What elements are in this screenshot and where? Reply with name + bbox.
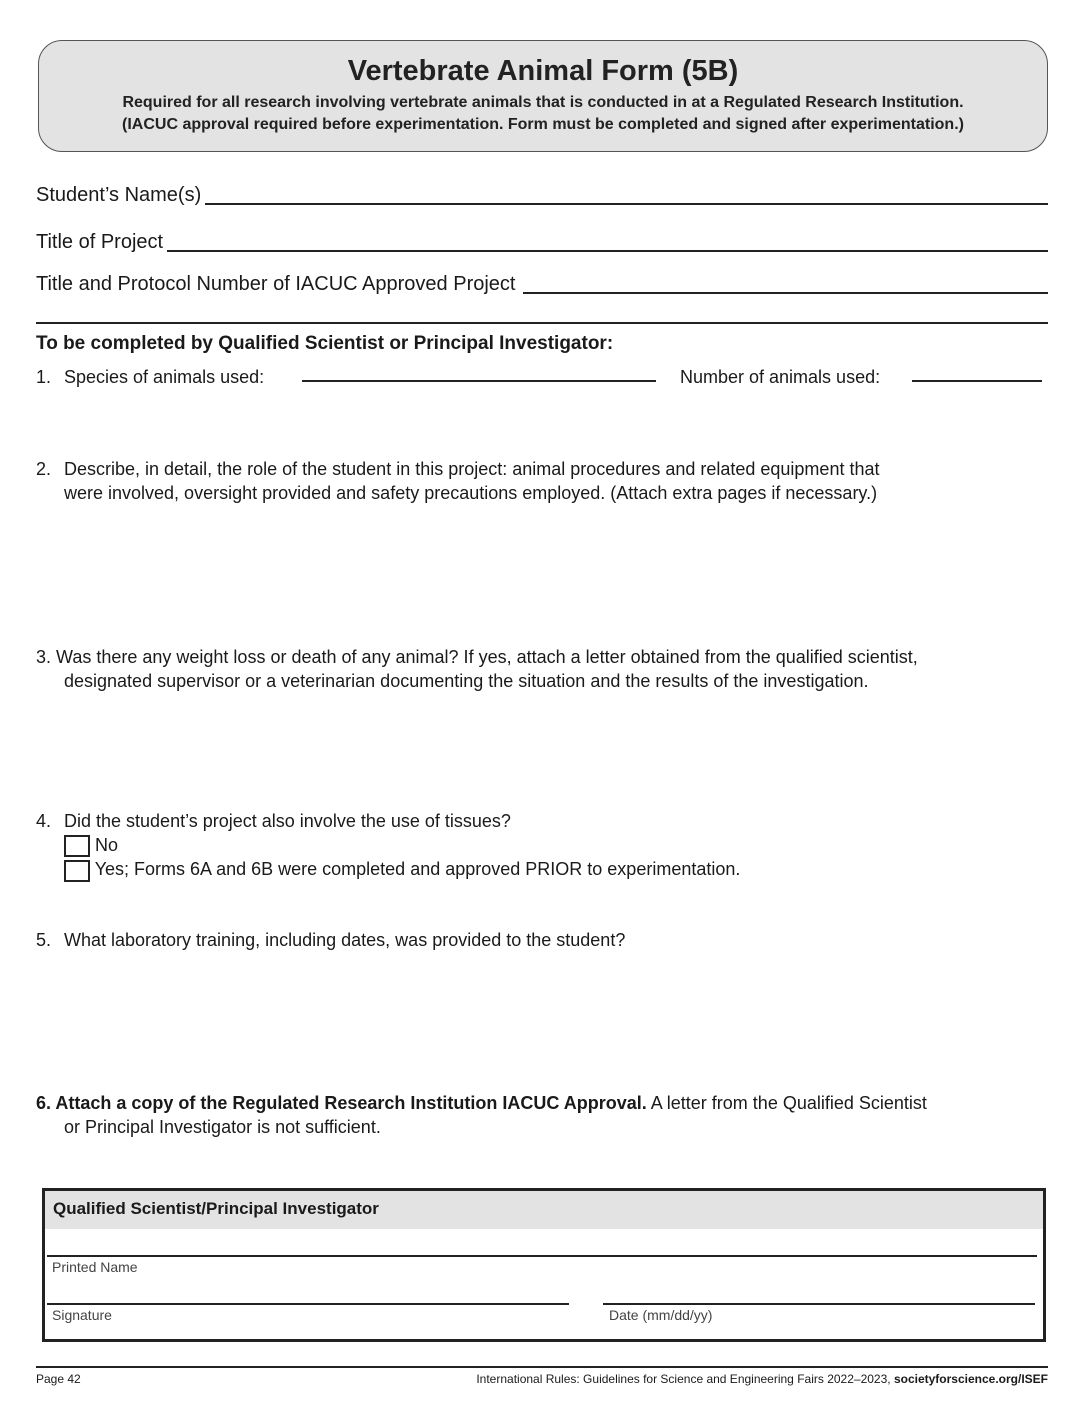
- option-no-row: [36, 833, 740, 857]
- question-2-line-2: were involved, oversight provided and safety precautions employed. (Attach extra pages if necessary.): [64, 483, 878, 503]
- form-subtitle-2: (IACUC approval required before experimentation. Form must be completed and signed after experimentation.): [122, 116, 964, 133]
- signature-field[interactable]: [47, 1303, 569, 1305]
- option-yes-label: Yes; Forms 6A and 6B were completed and approved PRIOR to experimentation.: [94, 859, 741, 880]
- animal-count-field[interactable]: [912, 380, 1042, 382]
- yes-checkbox[interactable]: [64, 860, 90, 882]
- signature-box: [42, 1188, 1046, 1342]
- form-subtitle-1: Required for all research involving vertebrate animals that is conducted in at a Regulated Research Institution.: [122, 94, 964, 111]
- form-header: [38, 40, 1048, 152]
- question-4: [36, 809, 740, 882]
- protocol-row: [36, 273, 1048, 296]
- species-label: Species of animals used:: [64, 367, 265, 387]
- question-2-number: 2.: [36, 459, 52, 479]
- question-1-species: [36, 365, 264, 389]
- question-5: [36, 928, 625, 952]
- question-6-line-2: or Principal Investigator is not sufficient.: [64, 1117, 381, 1137]
- date-label: Date (mm/dd/yy): [609, 1307, 713, 1323]
- question-5-text: What laboratory training, including dates, was provided to the student?: [64, 930, 626, 950]
- no-checkbox[interactable]: [64, 835, 90, 857]
- animal-count-label: Number of animals used:: [680, 367, 881, 387]
- question-2: [36, 457, 879, 505]
- question-3-line-1: 3. Was there any weight loss or death of any animal? If yes, attach a letter obtained from the qualified scientist,: [36, 647, 918, 667]
- page-number: Page 42: [36, 1372, 81, 1386]
- question-4-text: Did the student’s project also involve the use of tissues?: [64, 811, 511, 831]
- question-4-number: 4.: [36, 811, 52, 831]
- question-3: [36, 645, 918, 693]
- option-no-label: No: [95, 835, 119, 855]
- protocol-field[interactable]: [523, 291, 1048, 294]
- signature-heading: Qualified Scientist/Principal Investigator: [45, 1191, 1043, 1229]
- species-field[interactable]: [302, 380, 656, 382]
- section-heading: To be completed by Qualified Scientist or Principal Investigator:: [36, 333, 614, 354]
- question-6-bold: 6. Attach a copy of the Regulated Research Institution IACUC Approval.: [36, 1093, 647, 1113]
- option-yes-row: [36, 857, 740, 881]
- signature-label: Signature: [52, 1307, 112, 1323]
- footer-guide: International Rules: Guidelines for Science and Engineering Fairs 2022–2023,: [476, 1372, 894, 1386]
- question-3-line-2: designated supervisor or a veterinarian documenting the situation and the results of the investigation.: [64, 671, 869, 691]
- question-6: [36, 1091, 927, 1139]
- protocol-label: Title and Protocol Number of IACUC Approved Project: [36, 273, 516, 295]
- printed-name-label: Printed Name: [52, 1259, 138, 1275]
- question-2-line-1: Describe, in detail, the role of the student in this project: animal procedures and related equipment that: [64, 459, 880, 479]
- page-footer: [36, 1366, 1048, 1386]
- question-5-number: 5.: [36, 930, 52, 950]
- project-title-label: Title of Project: [36, 231, 164, 253]
- form-title: Vertebrate Animal Form (5B): [347, 55, 739, 87]
- date-field[interactable]: [603, 1303, 1035, 1305]
- students-name-row: [36, 184, 1048, 207]
- footer-citation: [476, 1372, 1048, 1386]
- footer-url[interactable]: societyforscience.org/ISEF: [893, 1372, 1048, 1386]
- question-1-number: 1.: [36, 367, 52, 387]
- students-name-field[interactable]: [205, 202, 1048, 205]
- printed-name-field[interactable]: [47, 1255, 1037, 1257]
- project-title-row: [36, 231, 1048, 254]
- question-6-rest: A letter from the Qualified Scientist: [646, 1093, 927, 1113]
- protocol-field-line-2[interactable]: [36, 322, 1048, 324]
- students-name-label: Student’s Name(s): [36, 184, 202, 206]
- project-title-field[interactable]: [167, 249, 1048, 252]
